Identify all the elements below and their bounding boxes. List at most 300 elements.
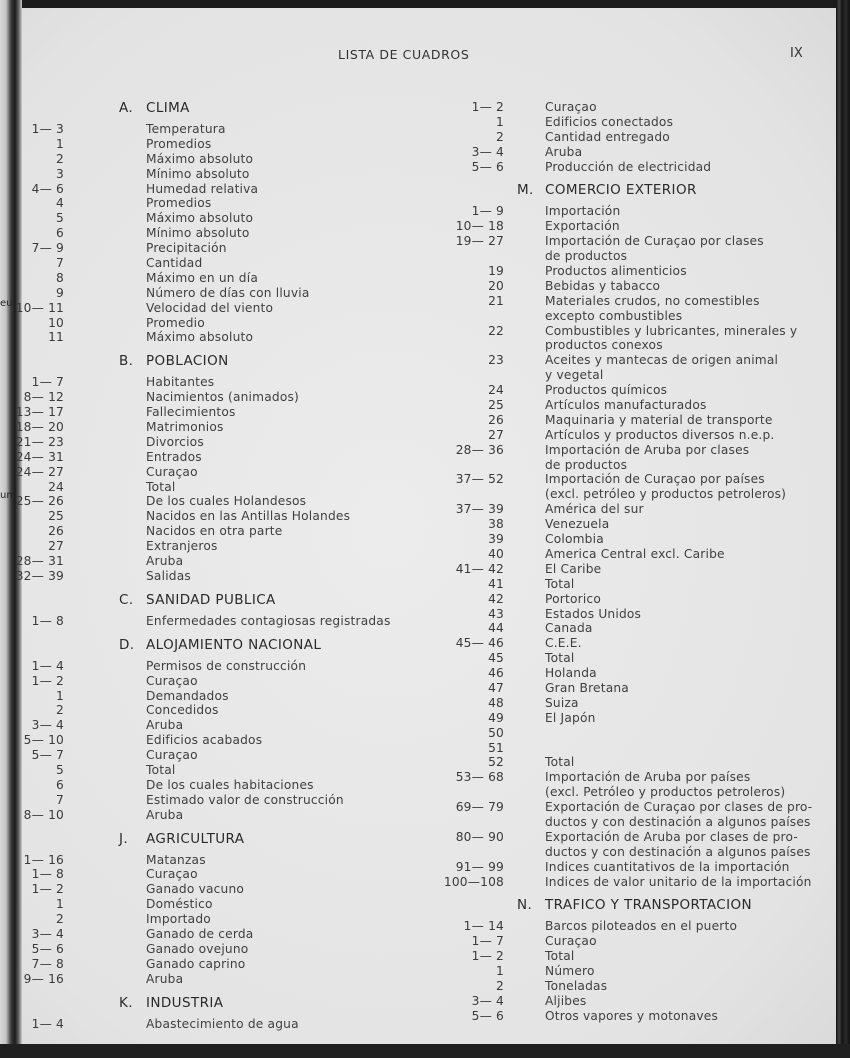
table-number: 5— 6 [471, 1008, 504, 1023]
table-number: 24— 31 [15, 449, 64, 464]
toc-entry [425, 845, 835, 860]
table-number: 25 [488, 398, 504, 413]
toc-entry [0, 494, 425, 509]
table-number: 50 [488, 725, 504, 740]
table-number: 7— 9 [31, 241, 64, 256]
toc-entry [0, 509, 425, 524]
entry-label: América del sur [545, 502, 644, 517]
entry-label: Barcos piloteados en el puerto [545, 919, 738, 934]
table-number: 3— 4 [31, 926, 64, 941]
section-heading [0, 592, 425, 614]
entry-label: Número [545, 964, 595, 979]
entry-label: Importación [545, 204, 621, 219]
entry-label: de productos [545, 249, 628, 264]
entry-label: Enfermedades contagiosas registradas [146, 613, 391, 628]
entry-label: Bebidas y tabacco [545, 278, 661, 293]
table-number: 21 [488, 293, 504, 308]
table-number: 22 [488, 323, 504, 338]
entry-label: Nacidos en otra parte [146, 524, 283, 539]
entry-label: Suiza [545, 695, 579, 710]
entry-label: Velocidad del viento [146, 300, 274, 315]
toc-entry [425, 800, 835, 815]
toc-entry [425, 934, 835, 949]
toc-entry [425, 979, 835, 994]
toc-entry [425, 145, 835, 160]
table-number: 5 [56, 762, 64, 777]
table-number: 3— 4 [31, 718, 64, 733]
toc-entry [0, 524, 425, 539]
toc-entry [0, 867, 425, 882]
table-number: 19— 27 [455, 234, 504, 249]
section-letter: J. [119, 830, 129, 847]
table-number: 1— 16 [23, 852, 64, 867]
table-number: 69— 79 [455, 800, 504, 815]
table-number: 43 [488, 606, 504, 621]
table-number: 8— 12 [23, 390, 64, 405]
toc-entry [425, 577, 835, 592]
entry-label: Estados Unidos [545, 606, 642, 621]
section-heading [0, 995, 425, 1017]
entry-label: Nacimientos (animados) [146, 390, 299, 405]
entry-label: Total [545, 651, 575, 666]
toc-entry [425, 755, 835, 770]
toc-entry [425, 547, 835, 562]
toc-entry [425, 160, 835, 175]
entry-label: Abastecimiento de agua [146, 1016, 299, 1031]
table-number: 53— 68 [455, 770, 504, 785]
entry-label: Toneladas [545, 978, 608, 993]
table-number: 1— 9 [471, 204, 504, 219]
entry-label: Aljibes [545, 993, 587, 1008]
table-number: 1— 2 [31, 882, 64, 897]
section-gap [425, 1024, 835, 1032]
table-number: 2 [496, 978, 504, 993]
entry-label: Colombia [545, 532, 604, 547]
toc-entry [425, 413, 835, 428]
toc-entry [0, 718, 425, 733]
toc-entry [425, 830, 835, 845]
toc-entry [425, 592, 835, 607]
toc-entry [0, 912, 425, 927]
entry-label: Ganado caprino [146, 956, 246, 971]
table-number: 9 [56, 285, 64, 300]
table-number: 7— 8 [31, 956, 64, 971]
table-number: 1— 8 [31, 867, 64, 882]
entry-label: Artículos y productos diversos n.e.p. [545, 427, 775, 442]
entry-label: Portorico [545, 591, 601, 606]
toc-entry [425, 204, 835, 219]
table-number: 39 [488, 532, 504, 547]
table-number: 49 [488, 710, 504, 725]
table-number: 46 [488, 666, 504, 681]
entry-label: Máximo absoluto [146, 330, 254, 345]
table-number: 42 [488, 591, 504, 606]
entry-label: Importado [146, 912, 211, 927]
toc-entry [425, 234, 835, 249]
table-number: 21— 23 [15, 434, 64, 449]
entry-label: Máximo en un día [146, 270, 258, 285]
table-number: 11 [48, 330, 64, 345]
table-number: 10— 11 [15, 300, 64, 315]
margin-fragment: eu [0, 298, 13, 309]
entry-label: Cantidad entregado [545, 129, 670, 144]
entry-label: Total [545, 949, 575, 964]
entry-label: Promedios [146, 196, 212, 211]
toc-entry [425, 279, 835, 294]
toc-entry [0, 733, 425, 748]
toc-entry [425, 785, 835, 800]
table-number: 5— 6 [471, 159, 504, 174]
table-number: 41 [488, 576, 504, 591]
table-number: 80— 90 [455, 829, 504, 844]
entry-label: Estimado valor de construcción [146, 792, 344, 807]
toc-entry [0, 1017, 425, 1032]
toc-entry [0, 897, 425, 912]
toc-entry [425, 726, 835, 741]
toc-entry [425, 502, 835, 517]
toc-entry [425, 428, 835, 443]
entry-label: Edificios acabados [146, 733, 263, 748]
table-number: 45 [488, 651, 504, 666]
table-number: 1— 2 [471, 949, 504, 964]
entry-label: C.E.E. [545, 636, 582, 651]
table-number: 4 [56, 196, 64, 211]
toc-entry [425, 532, 835, 547]
section-heading [0, 637, 425, 659]
table-number: 32— 39 [15, 568, 64, 583]
table-number: 1— 7 [471, 934, 504, 949]
toc-entry [0, 330, 425, 345]
entry-label: El Japón [545, 710, 596, 725]
toc-entry [0, 957, 425, 972]
toc-entry [425, 651, 835, 666]
entry-label: Curaçao [545, 100, 597, 114]
entry-label: Edificios conectados [545, 114, 674, 129]
toc-entry [425, 130, 835, 145]
entry-label: Ganado vacuno [146, 882, 245, 897]
entry-label: Máximo absoluto [146, 211, 254, 226]
entry-label: (excl. Petróleo y productos petroleros) [545, 785, 786, 800]
toc-entry [425, 249, 835, 264]
entry-label: Holanda [545, 666, 597, 681]
right-column [425, 100, 835, 1032]
entry-label: Promedio [146, 315, 205, 330]
entry-label: America Central excl. Caribe [545, 546, 725, 561]
toc-entry [425, 338, 835, 353]
table-number: 3— 4 [471, 144, 504, 159]
entry-label: De los cuales habitaciones [146, 777, 314, 792]
entry-label: Curaçao [146, 867, 198, 882]
entry-label: Matrimonios [146, 420, 224, 435]
section-gap [425, 174, 835, 182]
table-number: 1 [56, 688, 64, 703]
table-number: 7 [56, 792, 64, 807]
toc-entry [0, 137, 425, 152]
toc-entry [425, 309, 835, 324]
table-number: 24 [488, 383, 504, 398]
table-number: 1 [56, 897, 64, 912]
toc-entry [0, 301, 425, 316]
entry-label: Salidas [146, 568, 191, 583]
table-number: 3 [56, 166, 64, 181]
entry-label: ductos y con destinación a algunos países [545, 814, 811, 829]
table-number: 26 [48, 524, 64, 539]
toc-entry [0, 808, 425, 823]
toc-entry [0, 763, 425, 778]
toc-entry [425, 324, 835, 339]
table-number: 1— 2 [31, 673, 64, 688]
toc-entry [425, 264, 835, 279]
section-title: SANIDAD PUBLICA [146, 591, 276, 608]
table-number: 23 [488, 353, 504, 368]
entry-label: Ganado de cerda [146, 926, 254, 941]
section-gap [0, 987, 425, 995]
entry-label: Demandados [146, 688, 229, 703]
toc-entry [425, 741, 835, 756]
table-number: 48 [488, 695, 504, 710]
table-number: 100—108 [443, 874, 504, 889]
section-gap [425, 889, 835, 897]
table-number: 1— 14 [463, 919, 504, 934]
section-title: CLIMA [146, 100, 190, 116]
table-number: 1 [496, 114, 504, 129]
toc-entry [425, 472, 835, 487]
table-number: 52 [488, 755, 504, 770]
toc-entry [425, 294, 835, 309]
toc-entry [425, 636, 835, 651]
section-heading [0, 831, 425, 853]
entry-label: Venezuela [545, 517, 610, 532]
toc-entry [425, 964, 835, 979]
toc-entry [425, 815, 835, 830]
entry-label: Extranjeros [146, 539, 218, 554]
entry-label: Aruba [146, 718, 184, 733]
section-heading [425, 897, 835, 919]
table-number: 37— 52 [455, 472, 504, 487]
toc-entry [0, 241, 425, 256]
toc-entry [425, 770, 835, 785]
section-letter: K. [119, 994, 133, 1011]
toc-entry [0, 375, 425, 390]
toc-entry [425, 949, 835, 964]
entry-label: Aruba [146, 807, 184, 822]
section-letter: N. [517, 897, 533, 914]
section-title: POBLACION [146, 353, 229, 370]
toc-entry [425, 383, 835, 398]
toc-entry [0, 853, 425, 868]
entry-label: Curaçao [146, 673, 198, 688]
toc-entry [0, 435, 425, 450]
entry-label: Divorcios [146, 434, 204, 449]
toc-entry [0, 256, 425, 271]
table-number: 1 [496, 964, 504, 979]
toc-entry [425, 353, 835, 368]
table-number: 13— 17 [15, 405, 64, 420]
page-title: LISTA DE CUADROS [338, 47, 470, 62]
entry-label: Aruba [146, 971, 184, 986]
table-number: 10 [48, 315, 64, 330]
section-letter: B. [119, 353, 134, 370]
table-number: 44 [488, 621, 504, 636]
table-number: 24 [48, 479, 64, 494]
entry-label: Mínimo absoluto [146, 166, 250, 181]
entry-label: de productos [545, 457, 628, 472]
entry-label: Otros vapores y motonaves [545, 1008, 719, 1023]
table-number: 2 [496, 129, 504, 144]
toc-entry [425, 398, 835, 413]
table-number: 5— 7 [31, 748, 64, 763]
toc-entry [0, 614, 425, 629]
toc-entry [0, 152, 425, 167]
table-number: 28— 36 [455, 442, 504, 457]
toc-entry [0, 942, 425, 957]
toc-entry [0, 271, 425, 286]
toc-entry [425, 666, 835, 681]
toc-entry [425, 696, 835, 711]
table-number: 41— 42 [455, 561, 504, 576]
table-number: 20 [488, 278, 504, 293]
table-number: 25 [48, 509, 64, 524]
toc-entry [425, 115, 835, 130]
table-number: 25— 26 [15, 494, 64, 509]
toc-entry [0, 316, 425, 331]
table-number: 1— 7 [31, 375, 64, 390]
table-number: 1— 4 [31, 1016, 64, 1031]
section-heading [425, 182, 835, 204]
entry-label: productos conexos [545, 338, 663, 353]
section-title: AGRICULTURA [146, 830, 245, 847]
entry-label: Ganado ovejuno [146, 941, 249, 956]
toc-entry [425, 875, 835, 890]
toc-entry [425, 562, 835, 577]
toc-entry [0, 569, 425, 584]
table-number: 1— 8 [31, 613, 64, 628]
toc-entry [425, 443, 835, 458]
toc-entry [0, 793, 425, 808]
left-column [0, 100, 425, 1039]
entry-label: Importación de Aruba por países [545, 770, 751, 785]
table-number: 3— 4 [471, 993, 504, 1008]
entry-label: Humedad relativa [146, 181, 259, 196]
section-letter: D. [119, 636, 135, 653]
table-number: 5 [56, 211, 64, 226]
table-number: 38 [488, 517, 504, 532]
toc-entry [425, 607, 835, 622]
entry-label: Habitantes [146, 375, 215, 390]
entry-label: Matanzas [146, 852, 206, 867]
entry-label: Aruba [146, 554, 184, 569]
entry-label: ductos y con destinación a algunos países [545, 844, 811, 859]
entry-label: Número de días con lluvia [146, 285, 310, 300]
section-title: ALOJAMIENTO NACIONAL [146, 636, 322, 653]
toc-entry [0, 748, 425, 763]
table-number: 27 [488, 427, 504, 442]
section-gap [0, 584, 425, 592]
toc-entry [0, 167, 425, 182]
toc-entry [0, 390, 425, 405]
toc-entry [0, 972, 425, 987]
entry-label: Importación de Aruba por clases [545, 442, 750, 457]
entry-label: Aruba [545, 144, 583, 159]
toc-entry [0, 450, 425, 465]
entry-label: Temperatura [146, 122, 226, 136]
entry-label: Gran Bretana [545, 680, 629, 695]
toc-entry [0, 405, 425, 420]
toc-entry [0, 703, 425, 718]
table-number: 2 [56, 151, 64, 166]
toc-entry [0, 927, 425, 942]
entry-label: Promedios [146, 136, 212, 151]
toc-entry [0, 226, 425, 241]
entry-label: Doméstico [146, 897, 213, 912]
margin-fragment: um [0, 490, 17, 501]
entry-label: Total [545, 755, 575, 770]
entry-label: Permisos de construcción [146, 658, 307, 673]
table-number: 26 [488, 412, 504, 427]
table-number: 1— 3 [31, 122, 64, 136]
entry-label: El Caribe [545, 561, 602, 576]
table-number: 7 [56, 256, 64, 271]
toc-entry [0, 659, 425, 674]
toc-entry [0, 554, 425, 569]
table-number: 28— 31 [15, 554, 64, 569]
toc-entry [425, 458, 835, 473]
toc-entry [0, 689, 425, 704]
table-number: 1 [56, 136, 64, 151]
entry-label: Exportación [545, 219, 620, 234]
entry-label: Total [146, 479, 176, 494]
entry-label: Curaçao [146, 464, 198, 479]
toc-entry [0, 882, 425, 897]
table-number: 45— 46 [455, 636, 504, 651]
entry-label: Aceites y mantecas de origen animal [545, 353, 779, 368]
entry-label: Productos químicos [545, 383, 668, 398]
table-number: 8 [56, 270, 64, 285]
entry-label: De los cuales Holandesos [146, 494, 307, 509]
entry-label: excepto combustibles [545, 308, 683, 323]
page-edge [836, 0, 850, 1058]
toc-entry [425, 1009, 835, 1024]
table-number: 1— 4 [31, 658, 64, 673]
entry-label: Cantidad [146, 256, 203, 271]
section-gap [0, 345, 425, 353]
table-number: 2 [56, 912, 64, 927]
section-letter: C. [119, 591, 134, 608]
section-title: COMERCIO EXTERIOR [545, 182, 697, 199]
entry-label: Materiales crudos, no comestibles [545, 293, 760, 308]
toc-entry [425, 219, 835, 234]
page-number: IX [790, 46, 803, 61]
table-number: 5— 10 [23, 733, 64, 748]
toc-entry [425, 919, 835, 934]
entry-label: Fallecimientos [146, 405, 236, 420]
entry-label: (excl. petróleo y productos petroleros) [545, 487, 787, 502]
table-number: 9— 16 [23, 971, 64, 986]
table-number: 2 [56, 703, 64, 718]
entry-label: Curaçao [146, 748, 198, 763]
toc-entry [0, 674, 425, 689]
toc-entry [425, 681, 835, 696]
entry-label: Productos alimenticios [545, 264, 687, 279]
toc-entry [0, 539, 425, 554]
toc-entry [425, 517, 835, 532]
toc-entry [425, 487, 835, 502]
table-number: 6 [56, 777, 64, 792]
page-bottom-edge [0, 1044, 850, 1058]
table-number: 5— 6 [31, 941, 64, 956]
table-number: 91— 99 [455, 859, 504, 874]
section-gap [0, 823, 425, 831]
